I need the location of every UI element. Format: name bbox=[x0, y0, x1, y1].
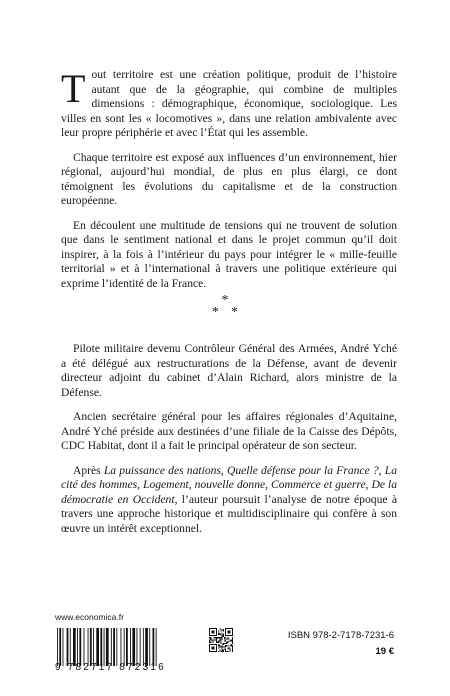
separator-star-right: * bbox=[231, 305, 238, 320]
separator-star-row bbox=[0, 307, 450, 319]
intro-paragraph-2: Chaque territoire est exposé aux influences d’un environnement, hier régional, aujourd’hui mondial, de plus en plus élargi, ce dont témoignent les évolutions du capitalisme et de la construction européenne. bbox=[61, 150, 397, 207]
publisher-url: www.economica.fr bbox=[55, 612, 124, 622]
barcode-icon bbox=[55, 628, 185, 666]
bio-paragraph-1: Pilote militaire devenu Contrôleur Général des Armées, André Yché a été délégué aux restructurations de la Défense, avant de devenir directeur adjoint du cabinet d’Alain Richard, alors ministre de la Défense. bbox=[61, 342, 397, 399]
intro-paragraph-3: En découlent une multitude de tensions qui ne trouvent de solution que dans le sentiment national et dans le projet commun qu’il doit inspirer, à la fois à l’intérieur du pays pour intégrer le « mille-feuille territorial » et à l’international à travers une politique extérieure qui exprime l’identité de la France. bbox=[61, 218, 397, 290]
isbn: ISBN 978-2-7178-7231-6 bbox=[287, 630, 394, 641]
qr-code-icon bbox=[209, 628, 233, 652]
separator-star-left: * bbox=[212, 305, 219, 320]
bio-paragraph-3: Après La puissance des nations, Quelle défense pour la France ?, La cité des hommes, Logement, nouvelle donne, Commerce et guerre, De la démocratie en Occident, l’auteur poursuit l’analyse de notre époque à travers une approche historique et multidisciplinaire qui confère à son œuvre un intérêt exceptionnel. bbox=[61, 463, 397, 535]
separator-star-top: * bbox=[221, 293, 229, 308]
intro-paragraph-1: Tout territoire est une création politique, produit de l’histoire autant que de la géographie, qui combine de multiples dimensions : démographique, économique, sociologique. Les villes en sont les « locomotives », dans une relation ambivalente avec leur propre périphérie et avec l’État qui les assemble. bbox=[61, 66, 397, 139]
barcode-number: 9 782717 872316 bbox=[55, 662, 166, 673]
section-separator bbox=[0, 295, 450, 319]
intro-text bbox=[61, 68, 397, 301]
drop-cap: T bbox=[61, 66, 86, 111]
bio-paragraph-2: Ancien secrétaire général pour les affaires régionales d’Aquitaine, André Yché préside aux destinées d’une filiale de la Caisse des Dépôts, CDC Habitat, dont il a fait le principal opérateur de son secteur. bbox=[61, 410, 397, 452]
book-titles: La puissance des nations, Quelle défense pour la France ?, La cité des hommes, Logement, nouvelle donne, Commerce et guerre, De la démocratie en Occident bbox=[61, 463, 397, 506]
price: 19 € bbox=[375, 646, 394, 657]
author-bio bbox=[61, 342, 397, 546]
